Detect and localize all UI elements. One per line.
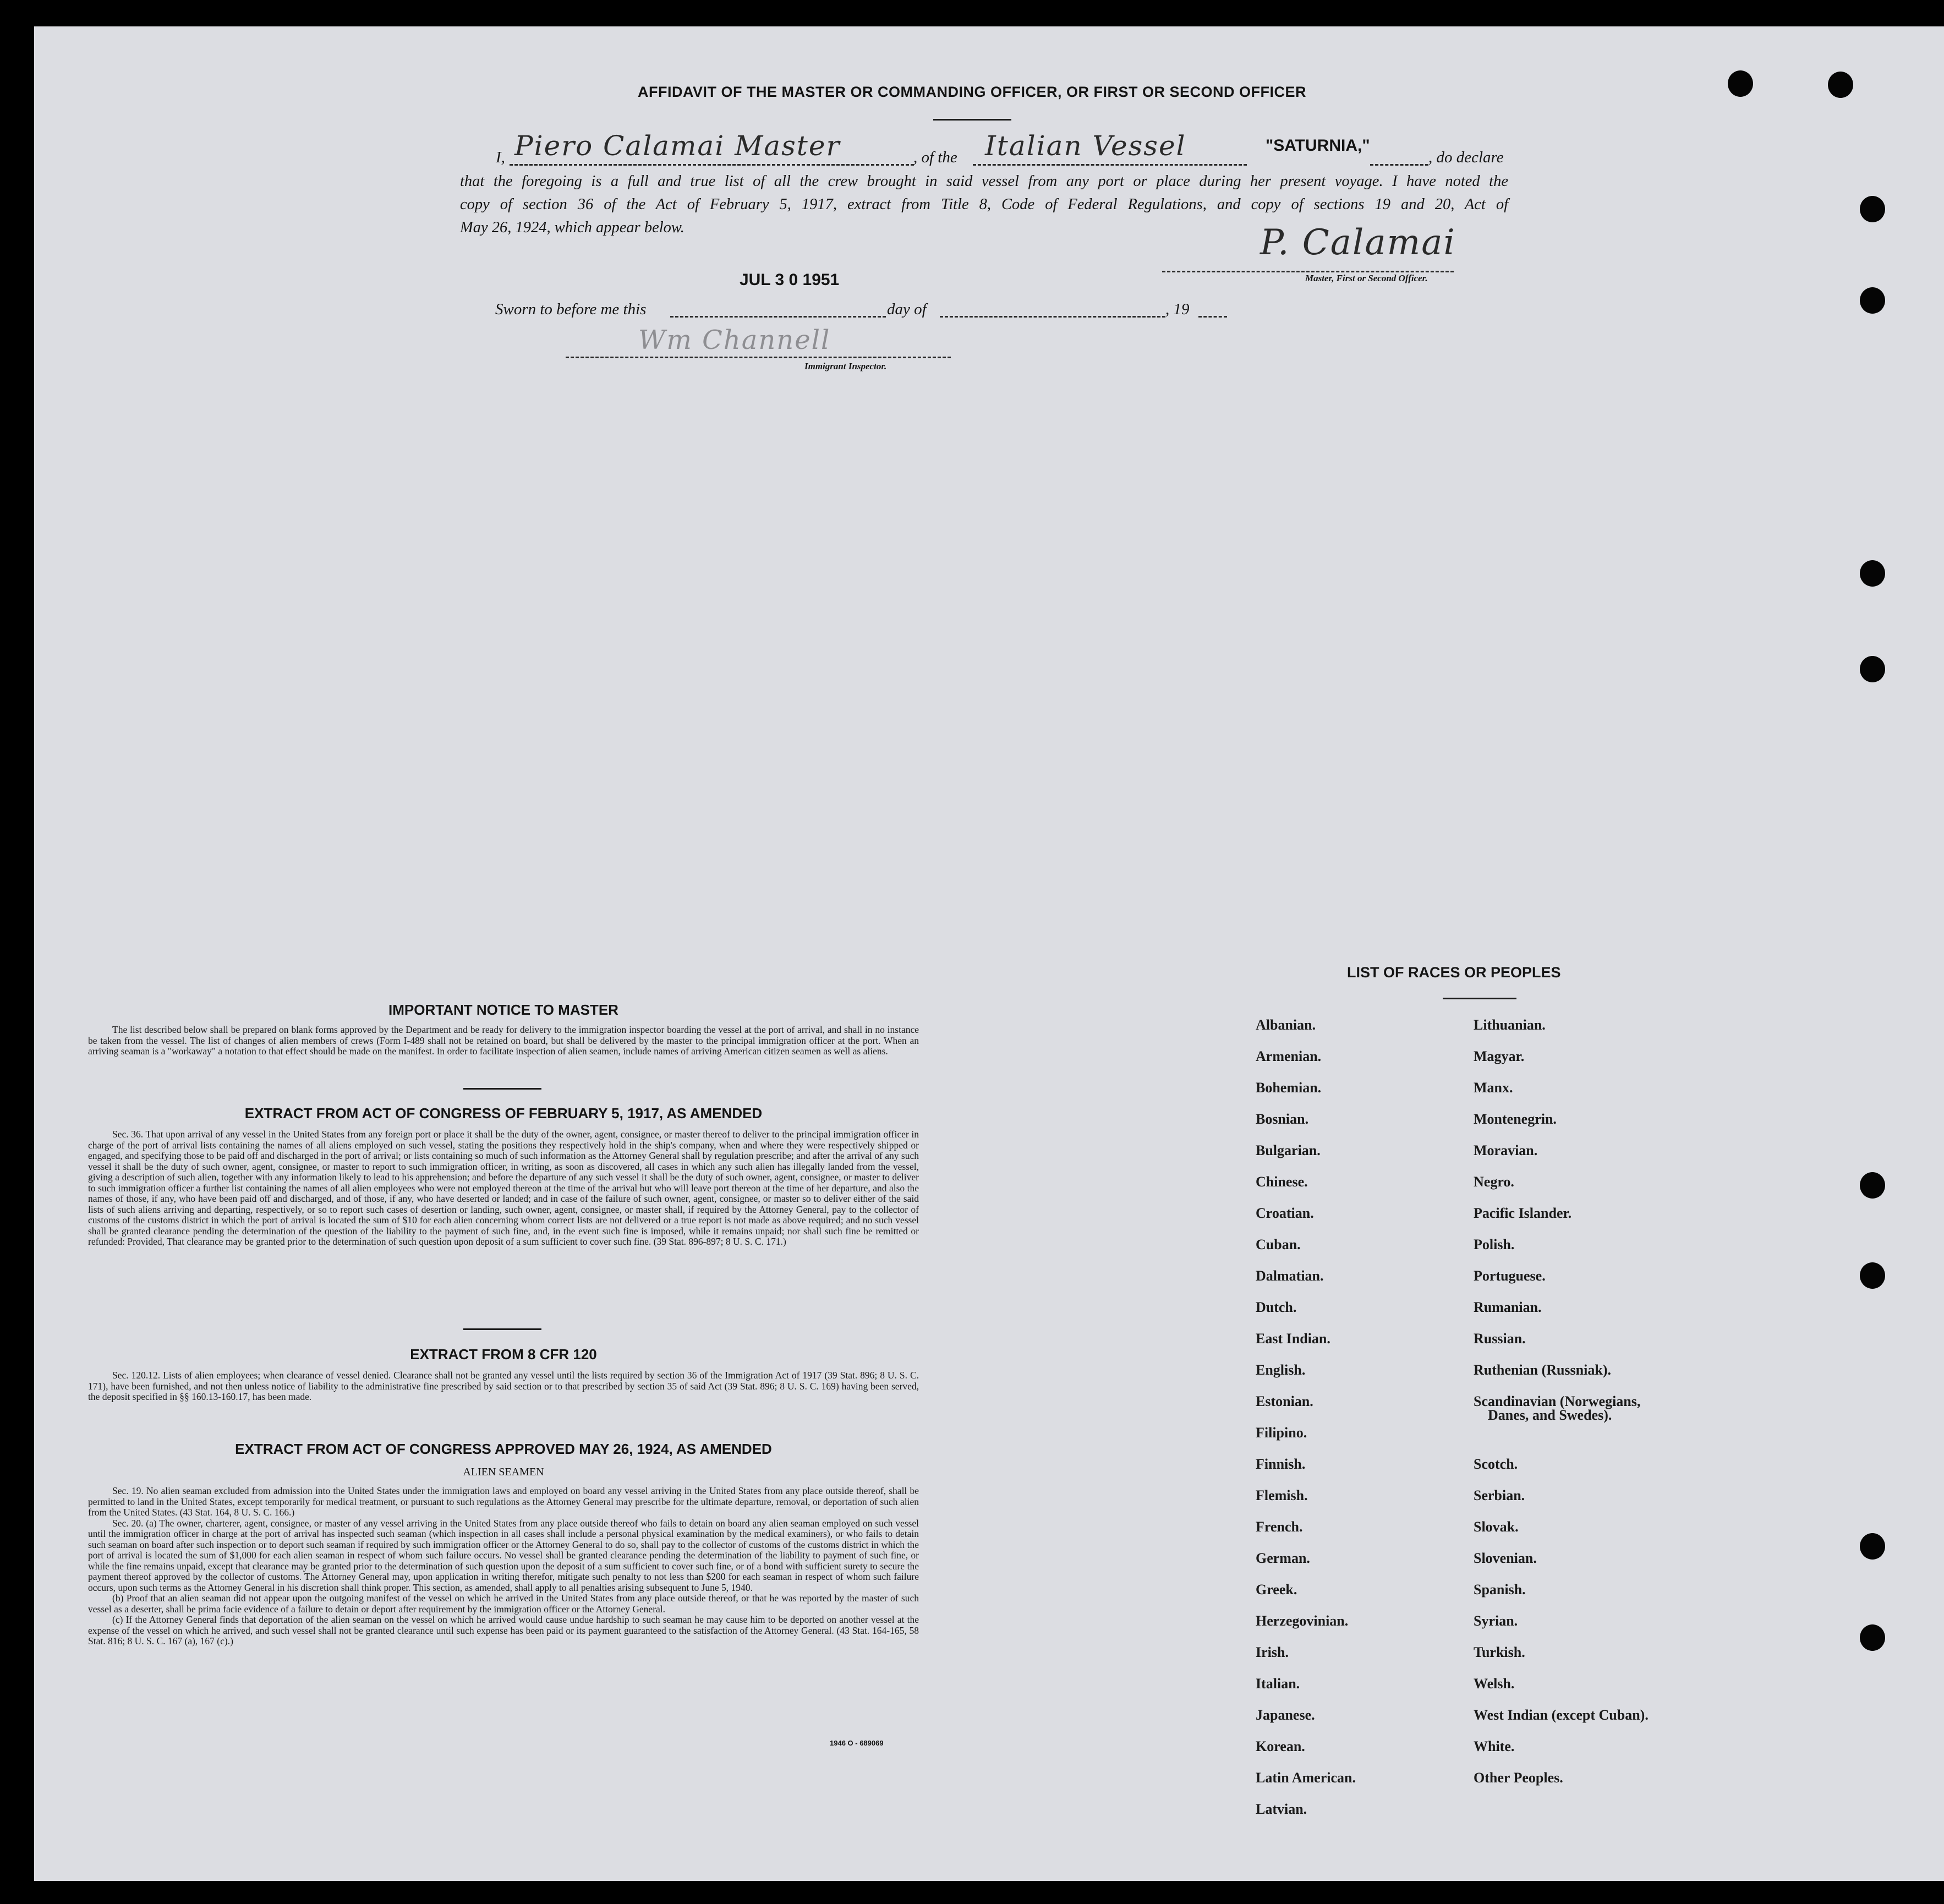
extract-1917-rule [463,1328,541,1330]
race-item: French. [1256,1519,1303,1535]
notice-title: IMPORTANT NOTICE TO MASTER [388,1002,618,1018]
declaration-line-4: May 26, 1924, which appear below. [460,219,684,236]
race-item: Portuguese. [1474,1268,1546,1284]
extract-1924-body [88,1486,919,1647]
race-item: Herzegovinian. [1256,1613,1349,1629]
race-item: Japanese. [1256,1707,1315,1723]
inspector-signature: Wm Channell [638,325,831,355]
heading-rule [933,119,1011,121]
race-item: Dalmatian. [1256,1268,1324,1284]
race-item: Manx. [1474,1080,1513,1096]
race-item: Bosnian. [1256,1111,1309,1127]
race-item: Latin American. [1256,1770,1356,1786]
race-item: Scandinavian (Norwegians, [1474,1393,1641,1409]
declaration-of-the: , of the [913,149,957,166]
sworn-day-of: day of [887,300,927,318]
extract-cfr-title: EXTRACT FROM 8 CFR 120 [410,1346,597,1363]
sworn-date-stamp: JUL 3 0 1951 [740,271,840,289]
race-item: Flemish. [1256,1487,1308,1503]
race-item: Filipino. [1256,1425,1307,1441]
race-item: Lithuanian. [1474,1017,1546,1033]
race-item: Cuban. [1256,1236,1301,1252]
race-item: Spanish. [1474,1582,1526,1597]
race-item: Ruthenian (Russniak). [1474,1362,1611,1378]
race-item: Finnish. [1256,1456,1306,1472]
race-item: Rumanian. [1474,1299,1542,1315]
sworn-year-line [1198,316,1227,318]
master-signature: P. Calamai [1260,222,1456,263]
extract-1924-sec20c: (c) If the Attorney General finds that deportation of the alien seaman on the vessel on which he arrived would cause undue hardship to such seaman he may cause him to be deported on another vessel at the expense of the vessel on which he arrived, and such vessel shall not be granted clearance until such expense has been paid or its payment guaranteed to the satisfaction of the Attorney General. (43 Stat. 164-165, 58 Stat. 816; 8 U. S. C. 167 (a), 167 (c).) [88,1614,919,1646]
race-item: Italian. [1256,1676,1300,1692]
race-item: Negro. [1474,1174,1514,1190]
extract-1917-body [88,1129,919,1248]
binder-hole [1860,287,1885,314]
race-item: Syrian. [1474,1613,1518,1629]
races-rule [1443,998,1516,999]
race-item: Magyar. [1474,1048,1525,1064]
extract-1917-title: EXTRACT FROM ACT OF CONGRESS OF FEBRUARY 5, 1917, AS AMENDED [244,1105,763,1121]
declaration-i: I, [496,149,505,166]
race-item: Chinese. [1256,1174,1308,1190]
race-item: Russian. [1474,1331,1526,1347]
master-signature-caption: Master, First or Second Officer. [1305,273,1428,283]
race-item: Danes, and Swedes). [1488,1407,1612,1423]
race-item: East Indian. [1256,1331,1330,1347]
race-item: Montenegrin. [1474,1111,1557,1127]
race-item: Latvian. [1256,1801,1307,1817]
race-item: Scotch. [1474,1456,1518,1472]
race-item: West Indian (except Cuban). [1474,1707,1649,1723]
notice-paragraph: The list described below shall be prepared on blank forms approved by the Department and be ready for delivery to the immigration inspector boarding the vessel at the port of arrival, and shall in no instance be taken from the vessel. The list of changes of alien members of crews (Form I-489 shall not be retained on board, but shall be delivered by the master to the principal immigration officer at the port. When an arriving seaman is a "workaway" a notation to that effect should be made on the manifest. In order to facilitate inspection of alien seamen, include names of arriving American citizen seamen as well as aliens. [88,1024,919,1057]
race-item: Welsh. [1474,1676,1515,1692]
binder-hole [1860,1172,1885,1199]
extract-1917-paragraph: Sec. 36. That upon arrival of any vessel in the United States from any foreign port or place it shall be the duty of the owner, agent, consignee, or master thereof to deliver to the principal immigration officer in charge of the port of arrival lists containing the names of all aliens employed on such vessel, stating the positions they respectively hold in the ship's company, when and where they were respectively shipped or engaged, and specifying those to be paid off and discharged in the port of arrival; or lists containing so much of such information as the Attorney General shall by regulation prescribe; and after the arrival of any such vessel it shall be the duty of such owner, agent, consignee, or master to report to such immigration officer, in writing, as soon as discovered, all cases in which any such alien has illegally landed from the vessel, giving a description of such alien, together with any information likely to lead to his apprehension; and before the departure of any such vessel it shall be the duty of such owner, agent, consignee, or master to deliver to such immigration officer a further list containing the names of all alien employees who were not employed thereon at the time of the arrival but who will leave port thereon at the time of her departure, and also the names of those, if any, who have been paid off and discharged, and of those, if any, who have deserted or landed; and in case of the failure of such owner, agent, consignee, or master so to deliver either of the said lists of such aliens arriving and departing, respectively, or so to report such cases of desertion or landing, such owner, agent, consignee, or master shall, if required by the Attorney General, pay to the collector of customs of the customs district in which the port of arrival is located the sum of $10 for each alien concerning whom correct lists are not delivered or a true report is not made as above required; and no such vessel shall be granted clearance pending the determination of the question of the liability to the payment of such fine, and, in the event such fine is imposed, while it remains unpaid; nor shall such fine be remitted or refunded: Provided, That clearance may be granted prior to the determination of such question upon deposit of a sum sufficient to cover such fine. (39 Stat. 896-897; 8 U. S. C. 171.) [88,1129,919,1247]
declaration-line-3: copy of section 36 of the Act of February 5, 1917, extract from Title 8, Code of Federal Regulations, and copy of sections 19 and 20, Act of [460,196,1508,213]
sworn-day-line [670,316,886,318]
print-code: 1946 O - 689069 [830,1739,884,1747]
race-item: Slovenian. [1474,1550,1537,1566]
races-title: LIST OF RACES OR PEOPLES [1347,964,1561,981]
race-item: Bulgarian. [1256,1142,1321,1158]
notice-rule [463,1088,541,1090]
notice-body [88,1025,919,1057]
extract-cfr-body [88,1370,919,1403]
master-name-handwritten: Piero Calamai Master [514,130,841,162]
race-item: Bohemian. [1256,1080,1322,1096]
extract-cfr-paragraph: Sec. 120.12. Lists of alien employees; when clearance of vessel denied. Clearance shall not be granted any vessel until the lists required by section 36 of the Immigration Act of 1917 (39 Stat. 896; 8 U. S. C. 171), have been furnished, and not then unless notice of liability to the administrative fine prescribed by said section or to that prescribed by section 35 of said Act (39 Stat. 896; 8 U. S. C. 169) having been served, the deposit specified in §§ 160.13-160.17, has been made. [88,1370,919,1402]
binder-hole [1860,1533,1885,1560]
race-item: Pacific Islander. [1474,1205,1572,1221]
race-item: Slovak. [1474,1519,1519,1535]
vessel-name: "SATURNIA," [1266,136,1370,155]
race-item: English. [1256,1362,1306,1378]
extract-1924-title: EXTRACT FROM ACT OF CONGRESS APPROVED MAY 26, 1924, AS AMENDED [235,1441,772,1457]
binder-hole [1860,1624,1885,1651]
sworn-month-line [940,316,1165,318]
vessel-name-line [1370,164,1428,166]
sworn-label: Sworn to before me this [495,300,647,318]
declaration-line-2: that the foregoing is a full and true list of all the crew brought in said vessel from any port or place during her present voyage. I have noted the [460,173,1508,190]
race-item: Dutch. [1256,1299,1297,1315]
inspector-caption: Immigrant Inspector. [804,361,887,371]
declaration-do-declare: , do declare [1428,149,1504,166]
vessel-kind-handwritten: Italian Vessel [985,130,1186,162]
race-item: White. [1474,1738,1515,1754]
race-item: Moravian. [1474,1142,1538,1158]
extract-1924-subtitle: ALIEN SEAMEN [463,1466,544,1478]
race-item: Turkish. [1474,1644,1525,1660]
extract-1924-sec20b: (b) Proof that an alien seaman did not appear upon the outgoing manifest of the vessel on which he arrived in the United States from any place outside thereof, or that he was reported by the master of such vessel as a deserter, shall be prima facie evidence of a failure to detain or deport after requirement by the immigration officer or the Attorney General. [88,1593,919,1615]
extract-1924-sec19: Sec. 19. No alien seaman excluded from admission into the United States under the immigration laws and employed on board any vessel arriving in the United States from any place outside thereof, shall be permitted to land in the United States, except temporarily for medical treatment, or pursuant to such regulations as the Attorney General may prescribe for the ultimate departure, removal, or deportation of such alien from the United States. (43 Stat. 164, 8 U. S. C. 166.) [88,1485,919,1518]
race-item: Armenian. [1256,1048,1322,1064]
extract-1924-sec20a: Sec. 20. (a) The owner, charterer, agent, consignee, or master of any vessel arriving in the United States from any place outside thereof who fails to detain on board any alien seaman employed on such vessel until the immigration officer in charge at the port of arrival has inspected such seaman (which inspection in all cases shall include a personal physical examination by the medical examiners), or who fails to detain such seaman on board after such inspection or to deport such seaman if required by such immigration officer or the Attorney General to do so, shall pay to the collector of customs of the customs district in which the port of arrival is located the sum of $1,000 for each alien seaman in respect of whom such failure occurs. No vessel shall be granted clearance pending the determination of the liability to payment of such fine, or while the fine remains unpaid, except that clearance may be granted prior to the determination of such question upon the deposit of a sum sufficient to cover such fine, or of a bond with sufficient surety to secure the payment thereof approved by the collector of customs. The Attorney General may, upon application in writing therefor, mitigate such penalty to not less than $200 for each seaman in respect of whom such failure occurs, upon such terms as the Attorney General in his discretion shall think proper. This section, as amended, shall apply to all penalties arising subsequent to June 5, 1940. [88,1517,919,1593]
race-item: Estonian. [1256,1393,1313,1409]
race-item: Serbian. [1474,1487,1525,1503]
binder-hole [1860,196,1885,222]
race-item: Croatian. [1256,1205,1314,1221]
inspector-signature-line [566,357,951,358]
binder-hole [1860,656,1885,682]
master-name-line [510,164,914,166]
master-signature-line [1162,271,1454,272]
race-item: Greek. [1256,1582,1297,1597]
race-item: Polish. [1474,1236,1515,1252]
race-item: Korean. [1256,1738,1305,1754]
binder-hole [1860,560,1885,587]
affidavit-heading: AFFIDAVIT OF THE MASTER OR COMMANDING OFFICER, OR FIRST OR SECOND OFFICER [638,84,1306,100]
race-item: German. [1256,1550,1310,1566]
vessel-kind-line [973,164,1247,166]
race-item: Albanian. [1256,1017,1316,1033]
binder-hole [1860,1262,1885,1289]
race-item: Irish. [1256,1644,1289,1660]
race-item: Other Peoples. [1474,1770,1563,1786]
sworn-year: , 19 [1165,300,1190,318]
